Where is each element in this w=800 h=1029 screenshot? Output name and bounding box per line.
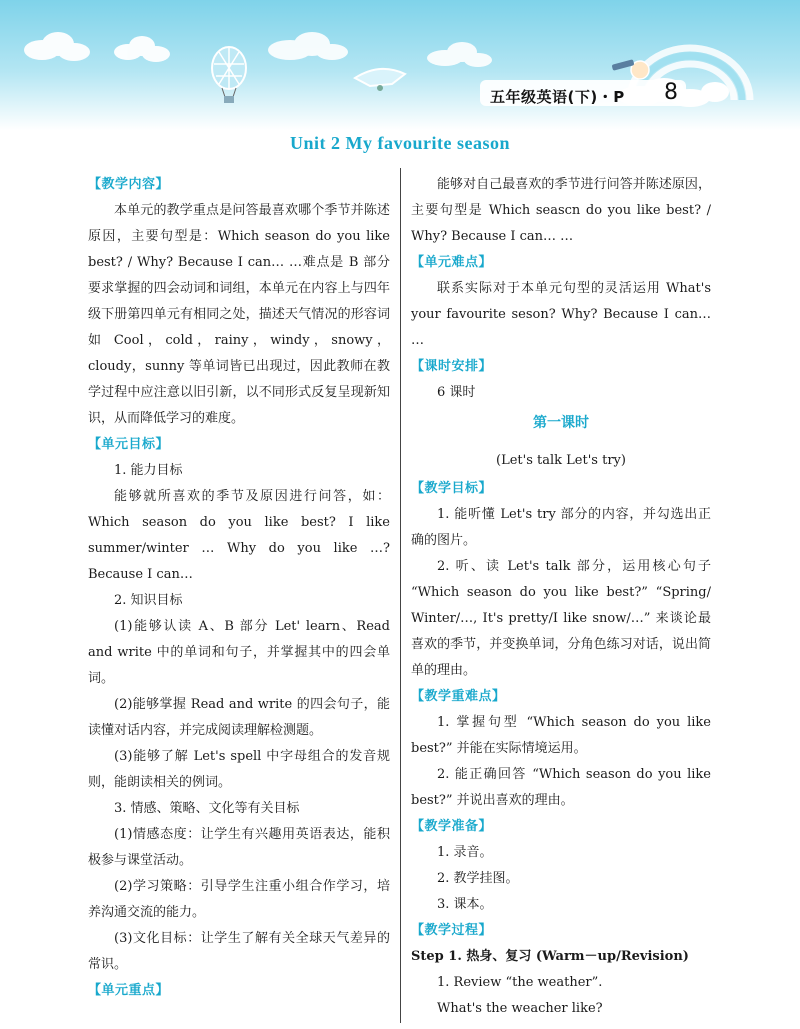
knowledge-goal-item: (1)能够认读 A、B 部分 Let' learn、Read and write 中的单词和句子，并掌握其中的四会单词。 (88, 619, 390, 686)
preparation-item: 2. 教学挂图。 (437, 871, 519, 886)
column-divider (400, 168, 401, 1023)
teaching-goal-item: 2. 听、读 Let's talk 部分，运用核心句子 “Which season do you like best?” “Spring/ Winter/…, It's pretty/I like snow/…” 来谈论最喜欢的季节，并变换单词，分角色练习对话，说出简单的理由。 (411, 559, 711, 678)
section-tag-unit-focus: 【单元重点】 (88, 983, 170, 998)
section-tag-key-points: 【教学重难点】 (411, 689, 506, 704)
affective-goal-title: 3. 情感、策略、文化等有关目标 (114, 801, 300, 816)
teaching-content-text: 本单元的教学重点是问答最喜欢哪个季节并陈述原因，主要句型是：Which season do you like best? / Why? Because I can… …难点是 B 部分要求掌握的四会动词和词组，本单元在内容上与四年级下册第四单元有相同之处，描述天气情况的形容词如 Cool，cold，rainy，windy，snowy，cloudy，sunny 等单词皆已出现过，因此教师在教学过程中应注意以旧引新，以不同形式反复呈现新知识，从而降低学习的难度。 (88, 203, 390, 426)
affective-goal-item: (2)学习策略：引导学生注重小组合作学习，培养沟通交流的能力。 (88, 879, 390, 920)
ability-goal-text: 能够就所喜欢的季节及原因进行问答，如：Which season do you like best? I like summer/winter … Why do you like …? Because I can… (88, 489, 390, 582)
left-column (88, 172, 390, 1004)
cloud-icon (24, 32, 90, 61)
knowledge-goal-item: (3)能够了解 Let's spell 中字母组合的发音规则，能朗读相关的例词。 (88, 749, 390, 790)
step-item: What's the weacher like? (437, 1001, 603, 1016)
page-number: 8 (664, 80, 678, 105)
cloud-icon (114, 36, 170, 62)
knowledge-goal-title: 2. 知识目标 (114, 593, 183, 608)
step-heading: Step 1. 热身、复习 (Warm－up/Revision) (411, 949, 689, 964)
cloud-icon (427, 42, 492, 67)
lesson-subtitle: (Let's talk Let's try) (496, 453, 626, 468)
lesson-title: 第一课时 (533, 415, 589, 431)
key-point-item: 1. 掌握句型 “Which season do you like best?” 并能在实际情境运用。 (411, 715, 711, 756)
schedule-text: 6 课时 (437, 385, 476, 400)
ability-goal-title: 1. 能力目标 (114, 463, 183, 478)
preparation-item: 3. 课本。 (437, 897, 493, 912)
section-tag-unit-difficulty: 【单元难点】 (411, 255, 493, 270)
section-tag-teaching-goals: 【教学目标】 (411, 481, 493, 496)
section-tag-preparation: 【教学准备】 (411, 819, 493, 834)
header-illustration (0, 0, 800, 130)
right-column (411, 172, 711, 1022)
grade-label: 五年级英语(下)・P (490, 88, 625, 106)
unit-title: Unit 2 My favourite season (290, 133, 510, 153)
unit-focus-text: 能够对自己最喜欢的季节进行问答并陈述原因，主要句型是 Which seascn do you like best? / Why? Because I can… … (411, 177, 711, 244)
child-with-telescope-icon (612, 59, 649, 79)
hot-air-balloon-icon (212, 47, 246, 103)
preparation-item: 1. 录音。 (437, 845, 493, 860)
affective-goal-item: (1)情感态度：让学生有兴趣用英语表达，能积极参与课堂活动。 (88, 827, 390, 868)
section-tag-teaching-content: 【教学内容】 (88, 177, 170, 192)
cloud-icon (268, 32, 348, 60)
affective-goal-item: (3)文化目标：让学生了解有关全球天气差异的常识。 (88, 931, 390, 972)
section-tag-unit-goals: 【单元目标】 (88, 437, 170, 452)
key-point-item: 2. 能正确回答 “Which season do you like best?” 并说出喜欢的理由。 (411, 767, 711, 808)
teaching-goal-item: 1. 能听懂 Let's try 部分的内容，并勾选出正确的图片。 (411, 507, 711, 548)
step-item: 1. Review “the weather”. (437, 975, 603, 990)
knowledge-goal-item: (2)能够掌握 Read and write 的四会句子，能读懂对话内容，并完成阅读理解检测题。 (88, 697, 390, 738)
hang-glider-icon (355, 69, 405, 91)
unit-difficulty-text: 联系实际对于本单元句型的灵活运用 What's your favourite seson? Why? Because I can… … (411, 281, 711, 348)
section-tag-process: 【教学过程】 (411, 923, 493, 938)
section-tag-schedule: 【课时安排】 (411, 359, 493, 374)
